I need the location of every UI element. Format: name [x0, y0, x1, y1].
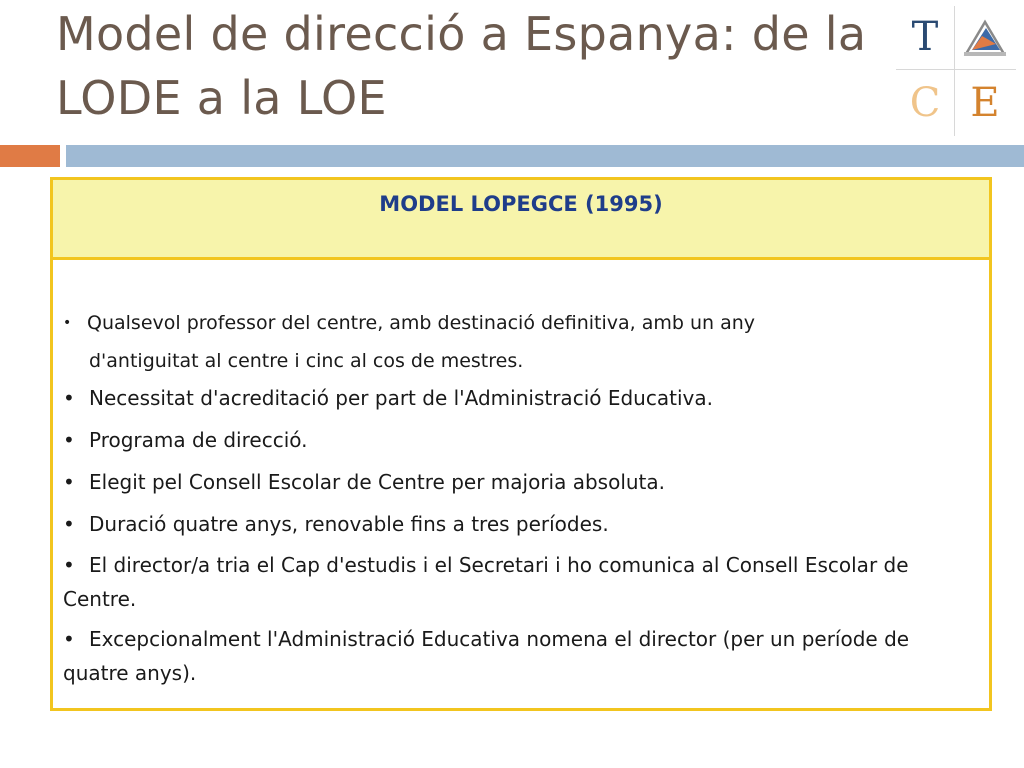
box-header: [53, 180, 989, 260]
box-header-title: MODEL LOPEGCE (1995): [379, 192, 663, 216]
list-item: [63, 622, 979, 690]
logo-letter-e: E: [970, 80, 1000, 126]
list-item-text: El director/a tria el Cap d'estudis i el Secretari i ho comunica al Consell Escolar de Centre.: [63, 553, 909, 611]
list-item: [63, 548, 979, 616]
list-item-text: Excepcionalment l'Administració Educativa nomena el director (per un període de quatre anys).: [63, 627, 910, 685]
bullet: •: [63, 470, 75, 494]
bullet: •: [63, 627, 75, 651]
list-item: [63, 304, 979, 380]
list-item-text-continued: d'antiguitat al centre i cinc al cos de mestres.: [89, 350, 524, 372]
list-item: [63, 506, 979, 542]
accent-bar-orange: [0, 145, 60, 167]
list-item: [63, 380, 979, 416]
bullet: •: [63, 428, 75, 452]
pyramid-emblem-icon: [956, 6, 1014, 68]
bullet: •: [63, 512, 75, 536]
list-item-text: Programa de direcció.: [89, 428, 308, 452]
list-item-text: Necessitat d'acreditació per part de l'Administració Educativa.: [89, 386, 713, 410]
content-box: [50, 177, 992, 711]
bullet: •: [63, 386, 75, 410]
logo-divider-vertical: [954, 6, 955, 136]
box-body: [53, 260, 989, 690]
list-item-text: Duració quatre anys, renovable fins a tres períodes.: [89, 512, 609, 536]
logo-letter-c: C: [909, 80, 941, 126]
slide-title: Model de direcció a Espanya: de la LODE a la LOE: [56, 7, 867, 125]
list-item-text: Elegit pel Consell Escolar de Centre per majoria absoluta.: [89, 470, 666, 494]
logo-divider-horizontal: [896, 69, 1016, 70]
tce-logo: [896, 6, 1016, 136]
accent-bar-blue: [66, 145, 1024, 167]
list-item-text: Qualsevol professor del centre, amb destinació definitiva, amb un any: [87, 312, 756, 334]
bullet: •: [63, 315, 72, 331]
logo-letter-t: T: [911, 14, 939, 60]
list-item: [63, 422, 979, 458]
list-item: [63, 464, 979, 500]
bullet: •: [63, 553, 75, 577]
